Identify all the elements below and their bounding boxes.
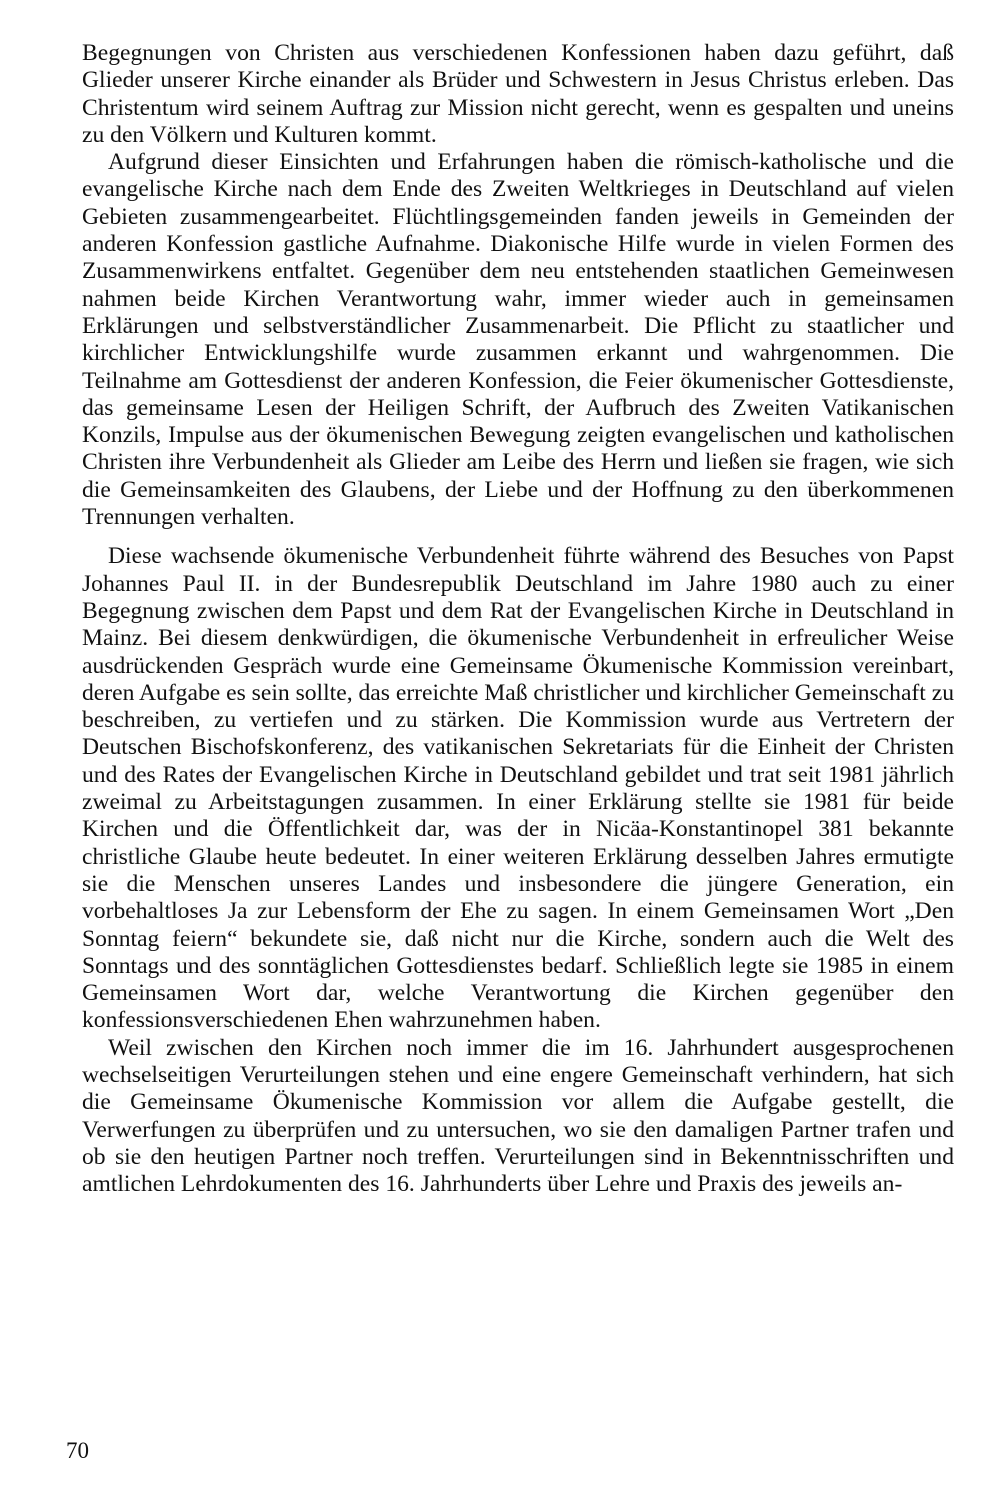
page-number: 70: [66, 1438, 89, 1463]
paragraph-2: Aufgrund dieser Einsichten und Erfahrungen haben die römisch-katholische und die evangelische Kirche nach dem Ende des Zweiten Weltkrieges in Deutschland auf vielen Gebieten zusammengearbeitet. Flüchtlingsgemeinden fanden jeweils in Gemeinden der anderen Konfession gastliche Aufnahme. Diakonische Hilfe wurde in vielen Formen des Zusammenwirkens entfaltet. Gegenüber dem neu entstehenden staatlichen Gemeinwesen nahmen beide Kirchen Verantwortung wahr, immer wieder auch in gemeinsamen Erklärungen und selbstverständlicher Zusammenarbeit. Die Pflicht zu staatlicher und kirchlicher Entwicklungshilfe wurde zusammen erkannt und wahrgenommen. Die Teilnahme am Gottesdienst der anderen Konfession, die Feier ökumenischer Gottesdienste, das gemeinsame Lesen der Heiligen Schrift, der Aufbruch des Zweiten Vatikanischen Konzils, Impulse aus der ökumenischen Bewegung zeigten evangelischen und katholischen Christen ihre Verbundenheit als Glieder am Leibe des Herrn und ließen sie fragen, wie sich die Gemeinsamkeiten des Glaubens, der Liebe und der Hoffnung zu den überkommenen Trennungen verhalten.: [82, 149, 954, 531]
paragraph-1: Begegnungen von Christen aus verschiedenen Konfessionen haben dazu geführt, daß Glieder unserer Kirche einander als Brüder und Schwestern in Jesus Christus erleben. Das Christentum wird seinem Auftrag zur Mission nicht gerecht, wenn es gespalten und uneins zu den Völkern und Kulturen kommt.: [82, 40, 954, 148]
page-body: [82, 40, 954, 1198]
paragraph-4: Weil zwischen den Kirchen noch immer die im 16. Jahrhundert ausgesprochenen wechselseitigen Verurteilungen stehen und eine engere Gemeinschaft verhindern, hat sich die Gemeinsame Ökumenische Kommission vor allem die Aufgabe gestellt, die Verwerfungen zu überprüfen und zu untersuchen, wo sie den damaligen Partner trafen und ob sie den heutigen Partner noch treffen. Verurteilungen sind in Bekenntnisschriften und amtlichen Lehrdokumenten des 16. Jahrhunderts über Lehre und Praxis des jeweils an-: [82, 1034, 954, 1198]
paragraph-3: Diese wachsende ökumenische Verbundenheit führte während des Besuches von Papst Johannes Paul II. in der Bundesrepublik Deutschland im Jahre 1980 auch zu einer Begegnung zwischen dem Papst und dem Rat der Evangelischen Kirche in Deutschland in Mainz. Bei diesem denkwürdigen, die ökumenische Verbundenheit in erfreulicher Weise ausdrückenden Gespräch wurde eine Gemeinsame Ökumenische Kommission vereinbart, deren Aufgabe es sein sollte, das erreichte Maß christlicher und kirchlicher Gemeinschaft zu beschreiben, zu vertiefen und zu stärken. Die Kommission wurde aus Vertretern der Deutschen Bischofskonferenz, des vatikanischen Sekretariats für die Einheit der Christen und des Rates der Evangelischen Kirche in Deutschland gebildet und trat seit 1981 jährlich zweimal zu Arbeitstagungen zusammen. In einer Erklärung stellte sie 1981 für beide Kirchen und die Öffentlichkeit dar, was der in Nicäa-Konstantinopel 381 bekannte christliche Glaube heute bedeutet. In einer weiteren Erklärung desselben Jahres ermutigte sie die Menschen unseres Landes und insbesondere die jüngere Generation, ein vorbehaltloses Ja zur Lebensform der Ehe zu sagen. In einem Gemeinsamen Wort „Den Sonntag feiern“ bekundete sie, daß nicht nur die Kirche, sondern auch die Welt des Sonntags und des sonntäglichen Gottesdienstes bedarf. Schließlich legte sie 1985 in einem Gemeinsamen Wort dar, welche Verantwortung die Kirchen gegenüber den konfessionsverschiedenen Ehen wahrzunehmen haben.: [82, 543, 954, 1034]
